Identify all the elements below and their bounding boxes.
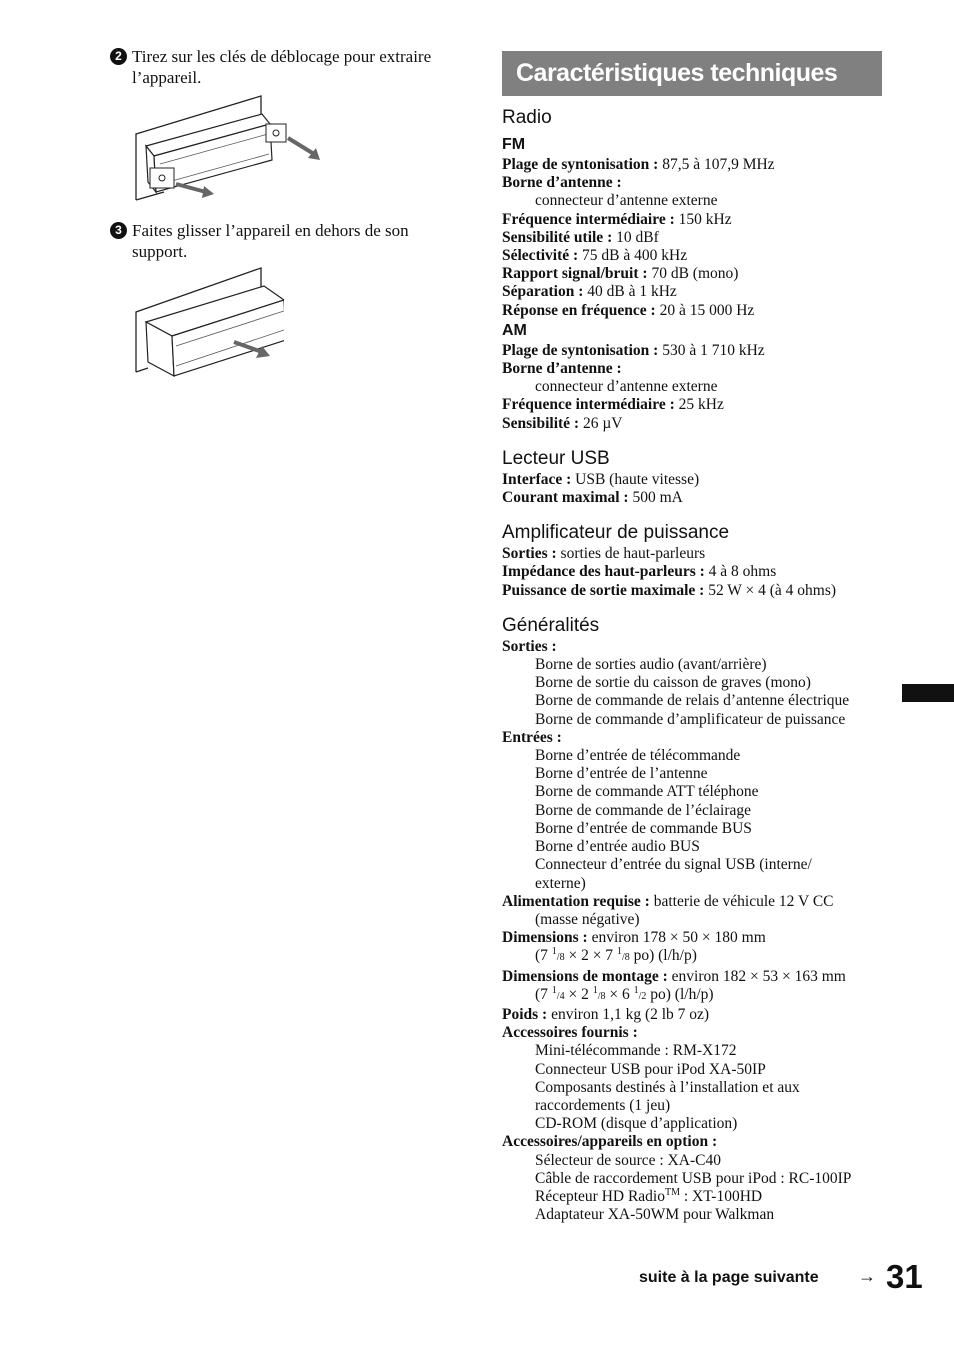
step-number-badge: 2 bbox=[110, 48, 127, 65]
list-item: Composants destinés à l’installation et aux bbox=[535, 1078, 800, 1096]
list-item: Borne d’entrée de l’antenne bbox=[535, 765, 708, 783]
spec-line: connecteur d’antenne externe bbox=[535, 378, 718, 396]
spec-line: Puissance de sortie maximale : 52 W × 4 (à 4 ohms) bbox=[502, 581, 837, 599]
list-item: Borne d’entrée de commande BUS bbox=[535, 819, 752, 837]
spec-line: Fréquence intermédiaire : 150 kHz bbox=[502, 210, 732, 228]
page-title: Caractéristiques techniques bbox=[502, 51, 882, 96]
spec-line: (masse négative) bbox=[535, 910, 640, 928]
spec-line: Sensibilité : 26 µV bbox=[502, 414, 623, 432]
spec-line: Dimensions : environ 178 × 50 × 180 mm bbox=[502, 929, 766, 947]
spec-line: Poids : environ 1,1 kg (2 lb 7 oz) bbox=[502, 1005, 710, 1023]
list-item: Borne de commande ATT téléphone bbox=[535, 783, 759, 801]
subsection-heading-fm: FM bbox=[502, 136, 526, 153]
step-text: Tirez sur les clés de déblocage pour extraire l’appareil. bbox=[132, 47, 432, 87]
release-keys-illustration bbox=[134, 94, 324, 206]
spec-line-inches: (7 $^1$/4 × 2 $^1$/8 × 6 $^1$/2 po) (l/h/p) bbox=[535, 984, 714, 1003]
section-tab-marker bbox=[902, 684, 954, 702]
right-arrow-icon: → bbox=[858, 1266, 876, 1286]
spec-line: Borne d’antenne : bbox=[502, 174, 622, 192]
list-item: Borne de commande d’amplificateur de puissance bbox=[535, 710, 846, 728]
list-item: Mini-télécommande : RM-X172 bbox=[535, 1042, 737, 1060]
spec-line: Interface : USB (haute vitesse) bbox=[502, 470, 700, 488]
spec-line: Sélectivité : 75 dB à 400 kHz bbox=[502, 247, 688, 265]
list-item: Sélecteur de source : XA-C40 bbox=[535, 1151, 721, 1169]
spec-line: connecteur d’antenne externe bbox=[535, 192, 718, 210]
spec-line: Plage de syntonisation : 530 à 1 710 kHz bbox=[502, 341, 765, 359]
spec-line: Fréquence intermédiaire : 25 kHz bbox=[502, 396, 724, 414]
continued-note: suite à la page suivante bbox=[639, 1269, 819, 1286]
step-number-badge: 3 bbox=[110, 222, 127, 239]
spec-line: Sorties : bbox=[502, 637, 557, 655]
slide-unit-illustration bbox=[134, 266, 284, 380]
list-item: Câble de raccordement USB pour iPod : RC-100IP bbox=[535, 1169, 852, 1187]
subsection-heading-am: AM bbox=[502, 321, 527, 339]
list-item: Borne de sortie du caisson de graves (mono) bbox=[535, 674, 811, 692]
list-item: CD-ROM (disque d’application) bbox=[535, 1115, 738, 1133]
spec-line: Séparation : 40 dB à 1 kHz bbox=[502, 283, 677, 301]
section-heading-radio: Radio bbox=[502, 107, 552, 128]
spec-line: Rapport signal/bruit : 70 dB (mono) bbox=[502, 265, 739, 283]
step-text: Faites glisser l’appareil en dehors de son support. bbox=[132, 221, 409, 261]
spec-line: Sensibilité utile : 10 dBf bbox=[502, 228, 659, 246]
spec-line: Courant maximal : 500 mA bbox=[502, 489, 683, 507]
step-3 bbox=[110, 220, 460, 262]
list-item: Connecteur d’entrée du signal USB (interne/ bbox=[535, 856, 812, 874]
list-item: externe) bbox=[535, 874, 586, 892]
list-item: Borne d’entrée de télécommande bbox=[535, 747, 741, 765]
specifications bbox=[502, 106, 902, 1224]
spec-line: Accessoires fournis : bbox=[502, 1024, 638, 1042]
list-item: Borne de sorties audio (avant/arrière) bbox=[535, 656, 767, 674]
section-heading-amplifier: Amplificateur de puissance bbox=[502, 522, 730, 544]
list-item: Borne de commande de relais d’antenne électrique bbox=[535, 692, 850, 710]
spec-line: Accessoires/appareils en option : bbox=[502, 1133, 718, 1151]
spec-line: Alimentation requise : batterie de véhicule 12 V CC bbox=[502, 892, 834, 910]
spec-line: Borne d’antenne : bbox=[502, 360, 622, 378]
list-item: Borne de commande de l’éclairage bbox=[535, 801, 752, 819]
section-heading-usb: Lecteur USB bbox=[502, 447, 610, 469]
list-item: Connecteur USB pour iPod XA-50IP bbox=[535, 1060, 766, 1078]
step-2 bbox=[110, 46, 460, 88]
page-number: 31 bbox=[886, 1258, 923, 1295]
spec-line: Sorties : sorties de haut-parleurs bbox=[502, 545, 706, 563]
list-item: raccordements (1 jeu) bbox=[535, 1096, 671, 1114]
list-item: Adaptateur XA-50WM pour Walkman bbox=[535, 1206, 775, 1224]
spec-line: Impédance des haut-parleurs : 4 à 8 ohms bbox=[502, 563, 777, 581]
list-item: Récepteur HD Radio™ : XT-100HD bbox=[535, 1186, 763, 1205]
section-heading-general: Généralités bbox=[502, 614, 600, 636]
spec-line: Réponse en fréquence : 20 à 15 000 Hz bbox=[502, 301, 755, 319]
spec-line: Plage de syntonisation : 87,5 à 107,9 MHz bbox=[502, 156, 775, 173]
list-item: Borne d’entrée audio BUS bbox=[535, 838, 700, 856]
spec-line-inches: (7 $^1$/8 × 2 × 7 $^1$/8 po) (l/h/p) bbox=[535, 946, 697, 965]
spec-line: Entrées : bbox=[502, 728, 562, 746]
spec-line: Dimensions de montage : environ 182 × 53 × 163 mm bbox=[502, 967, 846, 985]
